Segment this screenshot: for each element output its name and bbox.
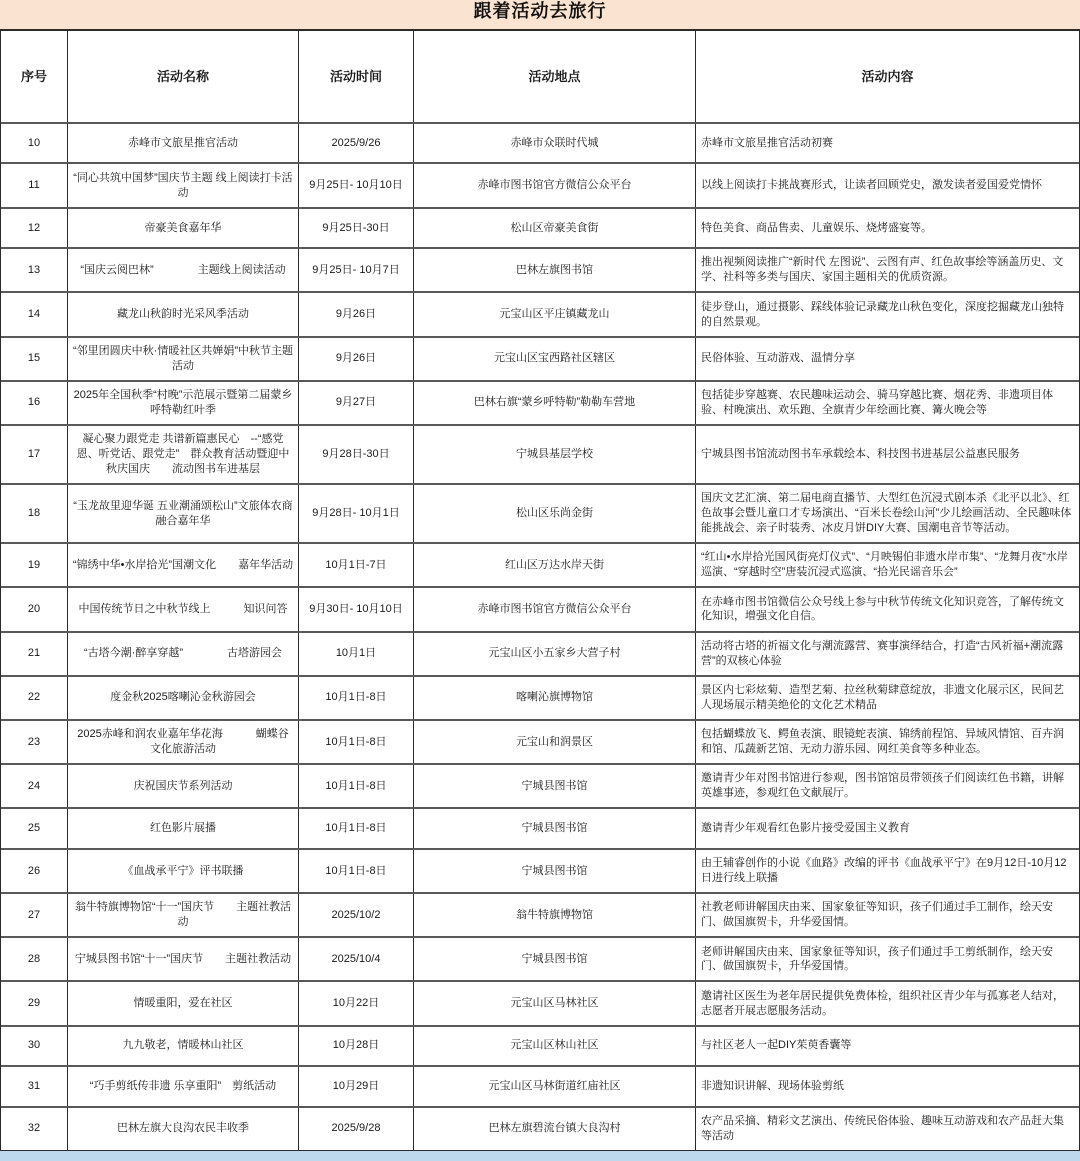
table-row: [1, 291, 1079, 335]
cell-activity-time: 10月1日: [299, 633, 414, 675]
cell-index: 13: [1, 249, 68, 291]
cell-activity-name: “古塔今潮·醉享穿越” 古塔游园会: [68, 633, 299, 675]
table-row: [1, 763, 1079, 807]
cell-activity-time: 10月1日-8日: [299, 677, 414, 719]
cell-activity-time: 9月27日: [299, 382, 414, 424]
cell-activity-location: 翁牛特旗博物馆: [414, 894, 696, 936]
cell-activity-time: 2025/10/4: [299, 938, 414, 980]
cell-index: 30: [1, 1027, 68, 1066]
cell-activity-time: 10月1日-8日: [299, 765, 414, 807]
cell-activity-content: 赤峰市文旅星推官活动初赛: [701, 136, 833, 149]
cell-activity-location: 红山区万达水岸天街: [414, 544, 696, 586]
cell-activity-location: 元宝山区马林社区: [414, 982, 696, 1024]
cell-activity-content: 在赤峰市图书馆微信公众号线上参与中秋节传统文化知识竞答，了解传统文化知识，增强文化自信。: [701, 595, 1064, 623]
column-header-time: 活动时间: [299, 31, 414, 122]
cell-activity-name: 《血战承平宁》评书联播: [68, 850, 299, 892]
table-row: [1, 1106, 1079, 1150]
table-row: [1, 586, 1079, 630]
column-header-name: 活动名称: [68, 31, 299, 122]
cell-activity-name: “同心共筑中国梦”国庆节主题 线上阅读打卡活动: [68, 164, 299, 206]
cell-index: 23: [1, 721, 68, 763]
table-row: [1, 1025, 1079, 1066]
cell-activity-content: 活动将古塔的祈福文化与潮流露营、赛事演绎结合，打造“古风祈福+潮流露营”的双核心体验: [701, 639, 1064, 667]
cell-activity-name: “巧手剪纸传非遗 乐享重阳” 剪纸活动: [68, 1067, 299, 1106]
table-row: [1, 719, 1079, 763]
cell-index: 22: [1, 677, 68, 719]
cell-index: 11: [1, 164, 68, 206]
cell-activity-name: 2025年全国秋季“村晚”示范展示暨第二届蒙乡呼特勒红叶季: [68, 382, 299, 424]
cell-index: 29: [1, 982, 68, 1024]
table-body: [1, 122, 1079, 1150]
cell-index: 19: [1, 544, 68, 586]
cell-index: 16: [1, 382, 68, 424]
cell-activity-location: 宁城县图书馆: [414, 938, 696, 980]
cell-activity-name: “国庆云阅巴林” 主题线上阅读活动: [68, 249, 299, 291]
cell-activity-name: “邻里团圆庆中秋·情暖社区共婵娟”中秋节主题活动: [68, 338, 299, 380]
table-row: [1, 380, 1079, 424]
cell-activity-time: 2025/9/28: [299, 1108, 414, 1150]
cell-activity-time: 2025/10/2: [299, 894, 414, 936]
cell-activity-time: 10月1日-8日: [299, 850, 414, 892]
cell-activity-name: 巴林左旗大良沟农民丰收季: [68, 1108, 299, 1150]
cell-activity-time: 10月1日-7日: [299, 544, 414, 586]
cell-index: 14: [1, 293, 68, 335]
cell-activity-content: 包括徒步穿越赛、农民趣味运动会、骑马穿越比赛、烟花秀、非遗项目体验、村晚演出、欢乐跑、全旗青少年绘画比赛、篝火晚会等: [701, 389, 1053, 416]
cell-activity-time: 9月30日- 10月10日: [299, 588, 414, 630]
cell-activity-location: 宁城县图书馆: [414, 765, 696, 807]
cell-activity-name: 藏龙山秋韵时光采风季活动: [68, 293, 299, 335]
table-row: [1, 122, 1079, 163]
table-row: [1, 892, 1079, 936]
cell-index: 12: [1, 209, 68, 248]
cell-activity-location: 赤峰市图书馆官方微信公众平台: [414, 164, 696, 206]
table-row: [1, 675, 1079, 719]
cell-activity-location: 宁城县图书馆: [414, 809, 696, 848]
column-header-index: 序号: [1, 31, 68, 122]
cell-activity-content: 邀请青少年观看红色影片接受爱国主义教育: [701, 822, 910, 835]
cell-index: 31: [1, 1067, 68, 1106]
cell-activity-time: 9月26日: [299, 338, 414, 380]
cell-index: 20: [1, 588, 68, 630]
cell-activity-content: 与社区老人一起DIY茱萸香囊等: [701, 1039, 852, 1052]
column-header-content: 活动内容: [861, 68, 914, 84]
cell-activity-time: 9月25日- 10月10日: [299, 164, 414, 206]
cell-activity-location: 元宝山区宝西路社区辖区: [414, 338, 696, 380]
cell-activity-content: 国庆文艺汇演、第二届电商直播节、大型红色沉浸式剧本杀《北平以北》、红色故事会暨儿童口才专场演出、“百米长卷绘山河”少儿绘画活动、全民趣味体能挑战会、亲子时装秀、冰皮月饼DIY大赛、国潮电音节等活动。: [701, 492, 1072, 534]
cell-activity-content: “红山•水岸拾光国风街亮灯仪式”、“月映锡伯非遗水岸市集”、“龙舞月夜”水岸巡演、“穿越时空”唐装沉浸式巡演、“拾光民谣音乐会”: [701, 551, 1068, 579]
table-row: [1, 162, 1079, 206]
cell-activity-location: 宁城县基层学校: [414, 426, 696, 483]
cell-activity-name: 九九敬老，情暖林山社区: [68, 1027, 299, 1066]
cell-index: 28: [1, 938, 68, 980]
table-row: [1, 247, 1079, 291]
table-row: [1, 424, 1079, 483]
cell-activity-location: 元宝山区马林街道红庙社区: [414, 1067, 696, 1106]
page-title: 跟着活动去旅行: [473, 1, 607, 21]
table-row: [1, 1065, 1079, 1106]
cell-activity-name: 情暖重阳，爱在社区: [68, 982, 299, 1024]
cell-index: 17: [1, 426, 68, 483]
cell-activity-name: 度金秋2025喀喇沁金秋游园会: [68, 677, 299, 719]
cell-activity-location: 元宝山区平庄镇藏龙山: [414, 293, 696, 335]
cell-index: 26: [1, 850, 68, 892]
cell-activity-location: 元宝山和润景区: [414, 721, 696, 763]
cell-activity-content: 推出视频阅读推广“新时代 左图说”、云图有声、红色故事绘等涵盖历史、文学、社科等多类与国庆、家国主题相关的优质资源。: [701, 256, 1064, 284]
cell-activity-content: 以线上阅读打卡挑战赛形式，让读者回顾党史，激发读者爱国爱党情怀: [701, 179, 1042, 192]
cell-activity-time: 10月1日-8日: [299, 809, 414, 848]
cell-index: 10: [1, 124, 68, 163]
cell-activity-time: 2025/9/26: [299, 124, 414, 163]
cell-activity-content: 景区内七彩炫菊、造型艺菊、拉丝秋菊肆意绽放，非遗文化展示区，民间艺人现场展示精美绝伦的文化艺术精品: [701, 683, 1064, 711]
table-row: [1, 336, 1079, 380]
activities-table: [0, 31, 1080, 1150]
cell-activity-time: 10月1日-8日: [299, 721, 414, 763]
cell-activity-name: “玉龙故里迎华诞 五业潮涌颂松山”文旅体农商融合嘉年华: [68, 485, 299, 542]
cell-activity-name: 红色影片展播: [68, 809, 299, 848]
cell-activity-location: 元宝山区林山社区: [414, 1027, 696, 1066]
cell-activity-location: 赤峰市众联时代城: [414, 124, 696, 163]
cell-activity-name: 庆祝国庆节系列活动: [68, 765, 299, 807]
table-row: [1, 542, 1079, 586]
cell-index: 21: [1, 633, 68, 675]
cell-activity-time: 9月26日: [299, 293, 414, 335]
cell-index: 27: [1, 894, 68, 936]
cell-activity-name: 赤峰市文旅星推官活动: [68, 124, 299, 163]
cell-activity-name: 凝心聚力跟党走 共谱新篇惠民心 --“感党恩、听党话、跟党走” 群众教育活动暨迎中秋庆国庆 流动图书车进基层: [68, 426, 299, 483]
cell-activity-time: 9月28日-30日: [299, 426, 414, 483]
cell-activity-location: 巴林右旗“蒙乡呼特勒”勒勒车营地: [414, 382, 696, 424]
next-section-band: [0, 1150, 1080, 1161]
cell-activity-content: 邀请青少年对图书馆进行参观，图书馆馆员带领孩子们阅读红色书籍，讲解英雄事迹，参观红色文献展厅。: [701, 772, 1064, 800]
cell-activity-content: 民俗体验、互动游戏、温情分享: [701, 352, 855, 365]
cell-index: 24: [1, 765, 68, 807]
cell-activity-time: 9月28日- 10月1日: [299, 485, 414, 542]
cell-activity-time: 9月25日- 10月7日: [299, 249, 414, 291]
table-row: [1, 936, 1079, 980]
cell-activity-time: 10月22日: [299, 982, 414, 1024]
cell-activity-content: 包括蝴蝶放飞、鳄鱼表演、眼镜蛇表演、锦绣前程馆、异域风情馆、百卉润和馆、瓜蔬新艺馆、无动力游乐园、网红美食等多种业态。: [701, 728, 1064, 756]
cell-activity-content: 宁城县图书馆流动图书车承载绘本、科技图书进基层公益惠民服务: [701, 448, 1020, 461]
cell-activity-time: 9月25日-30日: [299, 209, 414, 248]
cell-activity-location: 松山区乐尚金街: [414, 485, 696, 542]
table-row: [1, 631, 1079, 675]
table-row: [1, 207, 1079, 248]
cell-activity-content: 邀请社区医生为老年居民提供免费体检，组织社区青少年与孤寡老人结对，志愿者开展志愿服务活动。: [701, 989, 1064, 1017]
cell-activity-location: 元宝山区小五家乡大营子村: [414, 633, 696, 675]
table-header-row: [1, 31, 1079, 122]
cell-activity-name: 帝豪美食嘉年华: [68, 209, 299, 248]
cell-activity-location: 喀喇沁旗博物馆: [414, 677, 696, 719]
cell-activity-time: 10月29日: [299, 1067, 414, 1106]
cell-activity-name: 中国传统节日之中秋节线上 知识问答: [68, 588, 299, 630]
cell-activity-time: 10月28日: [299, 1027, 414, 1066]
cell-activity-name: 宁城县图书馆“十一”国庆节 主题社教活动: [68, 938, 299, 980]
table-row: [1, 807, 1079, 848]
cell-activity-name: 2025赤峰和润农业嘉年华花海 蝴蝶谷文化旅游活动: [68, 721, 299, 763]
cell-activity-location: 宁城县图书馆: [414, 850, 696, 892]
cell-index: 18: [1, 485, 68, 542]
table-row: [1, 980, 1079, 1024]
cell-activity-content: 老师讲解国庆由来、国家象征等知识，孩子们通过手工剪纸制作，绘天安门、做国旗贺卡，升华爱国情。: [701, 945, 1053, 973]
cell-activity-content: 特色美食、商品售卖、儿童娱乐、烧烤盛宴等。: [701, 221, 932, 234]
cell-activity-content: 由王辅睿创作的小说《血路》改编的评书《血战承平宁》在9月12日-10月12日进行线上联播: [701, 857, 1067, 884]
cell-activity-location: 松山区帝豪美食街: [414, 209, 696, 248]
cell-activity-content: 徒步登山，通过摄影、踩线体验记录藏龙山秋色变化，深度挖掘藏龙山独特的自然景观。: [701, 300, 1064, 328]
cell-activity-location: 赤峰市图书馆官方微信公众平台: [414, 588, 696, 630]
table-row: [1, 848, 1079, 892]
cell-index: 32: [1, 1108, 68, 1150]
cell-index: 25: [1, 809, 68, 848]
cell-activity-name: 翁牛特旗博物馆“十一”国庆节 主题社教活动: [68, 894, 299, 936]
cell-activity-content: 社教老师讲解国庆由来、国家象征等知识，孩子们通过手工制作，绘天安门、做国旗贺卡，升华爱国情。: [701, 901, 1053, 929]
table-row: [1, 483, 1079, 542]
cell-activity-location: 巴林左旗碧流台镇大良沟村: [414, 1108, 696, 1150]
title-band: [0, 0, 1080, 31]
column-header-location: 活动地点: [414, 31, 696, 122]
cell-activity-location: 巴林左旗图书馆: [414, 249, 696, 291]
cell-activity-content: 农产品采摘、精彩文艺演出、传统民俗体验、趣味互动游戏和农产品赶大集等活动: [701, 1114, 1064, 1142]
cell-activity-name: “锦绣中华•水岸拾光”国潮文化 嘉年华活动: [68, 544, 299, 586]
cell-index: 15: [1, 338, 68, 380]
cell-activity-content: 非遗知识讲解、现场体验剪纸: [701, 1080, 844, 1092]
